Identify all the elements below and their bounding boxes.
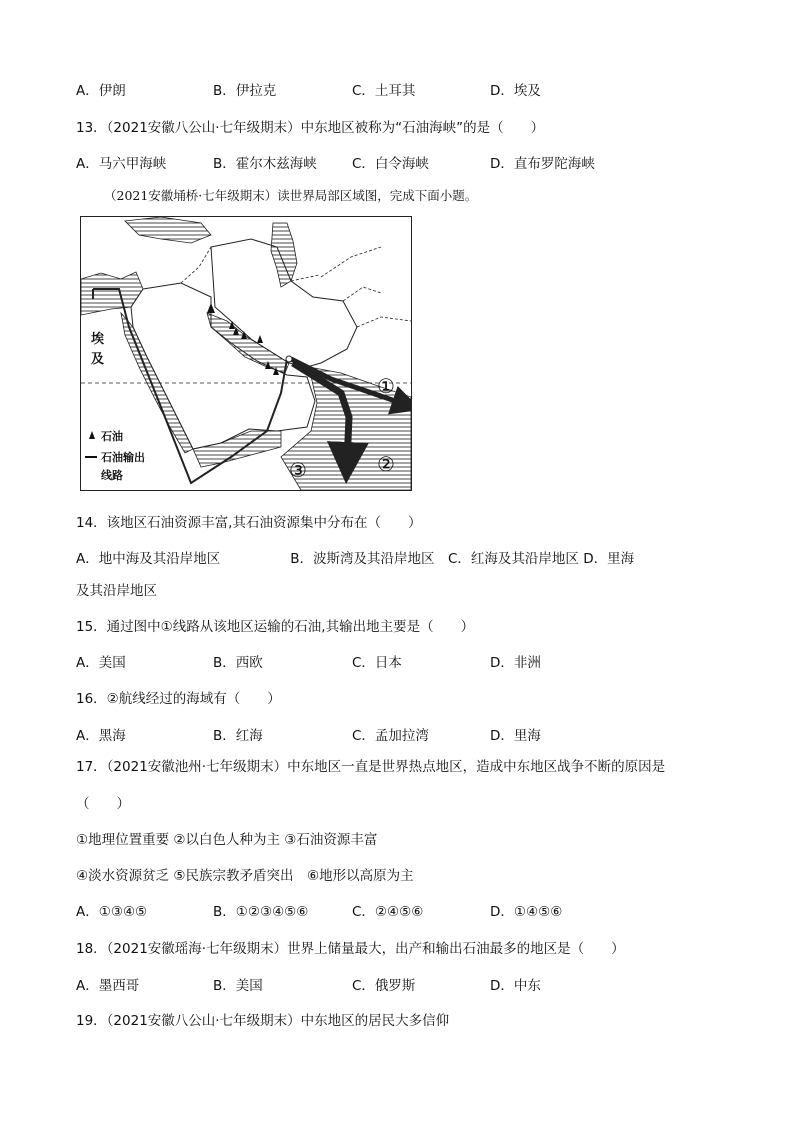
q17-items-1: ①地理位置重要 ②以白色人种为主 ③石油资源丰富 xyxy=(76,832,378,848)
q18-option-d: D．中东 xyxy=(490,978,541,994)
route-2-label: ② xyxy=(377,452,395,476)
q18-option-b: B．美国 xyxy=(213,978,263,994)
q15-option-d: D．非洲 xyxy=(490,655,541,671)
q17-option-c: C．②④⑤⑥ xyxy=(352,904,424,920)
route-3-label: ③ xyxy=(289,458,307,482)
caspian-sea xyxy=(271,223,297,287)
q12-option-d: D．埃及 xyxy=(490,83,541,99)
q12-option-c: C．土耳其 xyxy=(352,83,416,99)
q13-option-c: C．白令海峡 xyxy=(352,156,429,172)
q17-stem: 17．（2021安徽池州·七年级期末）中东地区一直是世界热点地区，造成中东地区战争不断的原因是 xyxy=(76,759,666,775)
q15-option-a: A．美国 xyxy=(76,655,126,671)
egypt-label-1: 埃 xyxy=(91,332,105,347)
legend-oil-icon xyxy=(89,431,95,439)
q17-items-2: ④淡水资源贫乏 ⑤民族宗教矛盾突出 ⑥地形以高原为主 xyxy=(76,868,414,884)
q16-option-d: D．里海 xyxy=(490,728,541,744)
legend-route-text-2: 线路 xyxy=(101,469,123,482)
q12-option-a: A．伊朗 xyxy=(76,83,126,99)
legend-oil-text: 石油 xyxy=(101,430,123,443)
egypt-label-2: 及 xyxy=(91,352,105,367)
q15-stem: 15．通过图中①线路从该地区运输的石油,其输出地主要是（ ） xyxy=(76,619,475,635)
q12-option-b: B．伊拉克 xyxy=(213,83,277,99)
persian-gulf xyxy=(207,313,289,373)
q15-option-b: B．西欧 xyxy=(213,655,263,671)
q17-option-d: D．①④⑤⑥ xyxy=(490,904,563,920)
q19-stem: 19．（2021安徽八公山·七年级期末）中东地区的居民大多信仰 xyxy=(76,1013,450,1029)
q17-option-b: B．①②③④⑤⑥ xyxy=(213,904,309,920)
q14-stem: 14．该地区石油资源丰富,其石油资源集中分布在（ ） xyxy=(76,515,422,531)
route-1-label: ① xyxy=(377,374,395,398)
q16-option-b: B．红海 xyxy=(213,728,263,744)
q17-option-a: A．①③④⑤ xyxy=(76,904,148,920)
middle-east-map xyxy=(80,216,412,491)
q17-paren: （ ） xyxy=(76,796,130,812)
q13-stem: 13．（2021安徽八公山·七年级期末）中东地区被称为“石油海峡”的是（ ） xyxy=(76,120,545,136)
q13-option-d: D．直布罗陀海峡 xyxy=(490,156,595,172)
q14-options-line2: 及其沿岸地区 xyxy=(76,583,157,599)
black-sea xyxy=(125,217,211,243)
q14-options-line1 xyxy=(76,549,634,569)
q15-option-c: C．日本 xyxy=(352,655,402,671)
q16-stem: 16．②航线经过的海域有（ ） xyxy=(76,691,281,707)
group-intro: （2021安徽埇桥·七年级期末）读世界局部区域图，完成下面小题。 xyxy=(104,188,478,203)
q14-option-bcd: B．波斯湾及其沿岸地区 C．红海及其沿岸地区 D．里海 xyxy=(290,551,635,567)
q13-option-a: A．马六甲海峡 xyxy=(76,156,167,172)
q14-option-a: A．地中海及其沿岸地区 xyxy=(76,551,221,567)
q13-option-b: B．霍尔木兹海峡 xyxy=(213,156,317,172)
map-drawing xyxy=(81,217,411,490)
q16-option-a: A．黑海 xyxy=(76,728,126,744)
q18-stem: 18．（2021安徽瑶海·七年级期末）世界上储量最大，出产和输出石油最多的地区是（ ） xyxy=(76,941,625,957)
q16-option-c: C．孟加拉湾 xyxy=(352,728,429,744)
gulf-of-aden xyxy=(193,431,281,467)
legend-route-text-1: 石油输出 xyxy=(101,451,145,464)
mediterranean-sea xyxy=(81,272,143,315)
q18-option-c: C．俄罗斯 xyxy=(352,978,416,994)
oil-markers xyxy=(207,303,279,375)
q18-option-a: A．墨西哥 xyxy=(76,978,140,994)
